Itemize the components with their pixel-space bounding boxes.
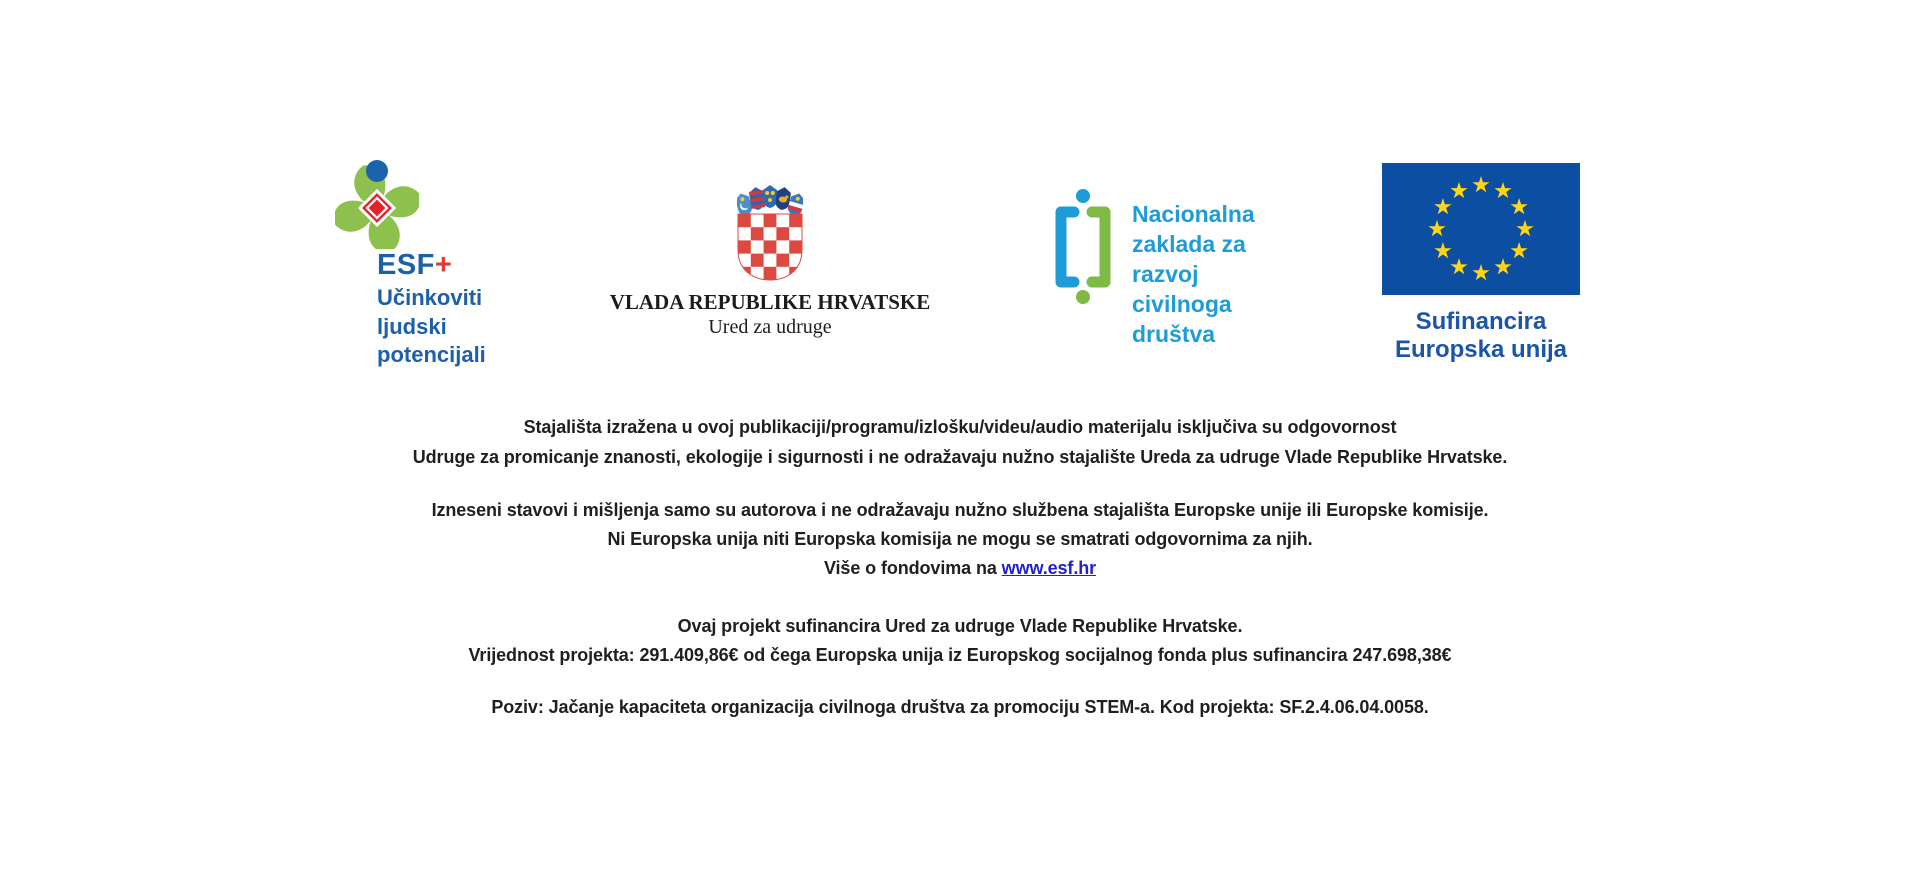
disclaimer-line: Poziv: Jačanje kapaciteta organizacija civilnoga društva za promociju STEM-a. Kod projekta: SF.2.4.06.04.0058.	[491, 697, 1429, 717]
disclaimer-line: Stajališta izražena u ovoj publikaciji/programu/izlošku/videu/audio materijalu isključiva su odgovornost	[523, 417, 1397, 437]
esf-wordmark-text: ESF	[377, 249, 435, 281]
funds-line-prefix: Više o fondovima na	[823, 558, 1002, 578]
eu-logo	[1382, 163, 1580, 295]
esf-website-link[interactable]: www.esf.hr	[1001, 558, 1097, 578]
esf-plus-sign: +	[434, 249, 453, 281]
esf-tagline	[377, 284, 486, 370]
government-logo	[737, 184, 803, 282]
brackets-icon	[1048, 185, 1118, 305]
esf-wordmark	[377, 249, 452, 282]
disclaimer-line: Izneseni stavovi i mišljenja samo su autorova i ne odražavaju nužno službena stajališta Europske unije ili Europske komisije.	[431, 500, 1489, 520]
esf-logo	[335, 157, 419, 249]
bracket-top-dot	[1076, 189, 1090, 203]
eu-caption-line: Sufinancira	[1415, 308, 1547, 335]
bracket-bottom-dot	[1076, 290, 1090, 304]
foundation-name-line: razvoj	[1132, 261, 1199, 287]
esf-tagline-line: Učinkoviti	[377, 285, 483, 310]
croatia-coat-of-arms-icon	[737, 184, 803, 282]
disclaimer-line: Udruge za promicanje znanosti, ekologije i sigurnosti i ne odražavaju nužno stajalište Ureda za udruge Vlade Republike Hrvatske.	[412, 447, 1508, 467]
foundation-name-line: civilnoga	[1132, 291, 1232, 317]
funds-line	[0, 554, 1920, 583]
foundation-name-line: društva	[1132, 321, 1216, 347]
disclaimer-line: Ovaj projekt sufinancira Ured za udruge Vlade Republike Hrvatske.	[677, 616, 1243, 636]
disclaimer-line: Vrijednost projekta: 291.409,86€ od čega Europska unija iz Europskog socijalnog fonda plus sufinancira 247.698,38€	[468, 645, 1452, 665]
foundation-name-line: Nacionalna	[1132, 201, 1255, 227]
esf-tagline-line: ljudski	[377, 313, 447, 339]
project-funding-paragraph	[0, 612, 1920, 670]
foundation-logo	[1048, 185, 1118, 305]
disclaimer-line: Ni Europska unija niti Europska komisija ne mogu se smatrati odgovornima za njih.	[607, 529, 1313, 549]
disclaimer-paragraph-eu	[0, 496, 1920, 583]
government-title: VLADA REPUBLIKE HRVATSKE	[609, 290, 931, 314]
eu-flag-icon	[1382, 163, 1580, 295]
crown-shields	[737, 185, 803, 218]
call-and-project-code-paragraph	[0, 692, 1920, 722]
eu-caption-line: Europska unija	[1394, 336, 1568, 363]
disclaimer-paragraph-responsibility	[0, 412, 1920, 472]
esf-blue-dot	[366, 160, 388, 182]
checkerboard-shield	[738, 214, 802, 280]
esf-tagline-line: potencijali	[377, 342, 486, 367]
eu-caption	[1351, 308, 1611, 364]
government-subtitle: Ured za udruge	[708, 316, 832, 338]
esf-pinwheel-icon	[335, 157, 419, 249]
foundation-name	[1132, 199, 1255, 349]
foundation-name-line: zaklada za	[1132, 231, 1246, 257]
